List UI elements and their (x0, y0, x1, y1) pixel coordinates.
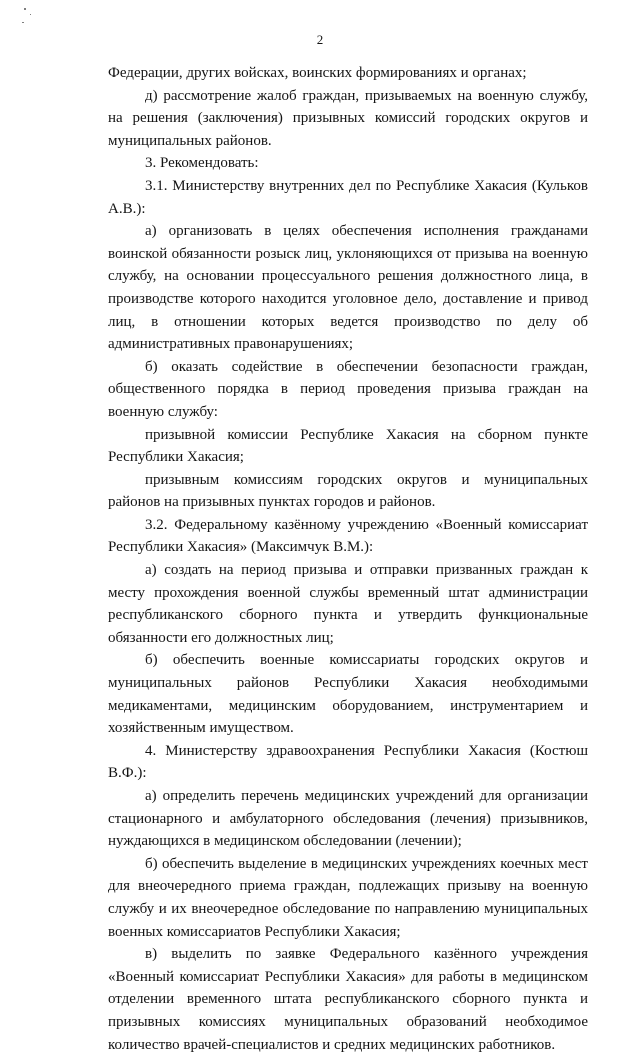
document-body (108, 62, 588, 1056)
paragraph: Федерации, других войсках, воинских формированиях и органах; (108, 65, 527, 81)
paragraph: д) рассмотрение жалоб граждан, призываемых на военную службу, на решения (заключения) призывных комиссий городских округов и муниципальных районов. (108, 87, 588, 149)
paragraph: а) создать на период призыва и отправки призванных граждан к месту прохождения военной службы временный штат администрации республиканского сборного пункта и утвердить функциональные обязанности его должностных лиц; (108, 562, 588, 646)
paragraph: а) организовать в целях обеспечения исполнения гражданами воинской обязанности розыск лиц, уклоняющихся от призыва на военную службу, на основании процессуального решения должностного лица, в производстве которого находится уголовное дело, доставление и привод лиц, в отношении которых ведется производство по делу об административных правонарушениях; (108, 223, 588, 353)
paragraph: 3.1. Министерству внутренних дел по Республике Хакасия (Кульков А.В.): (108, 177, 588, 217)
scan-speck (30, 14, 31, 15)
paragraph: б) обеспечить военные комиссариаты городских округов и муниципальных районов Республики Хакасия необходимыми медикаментами, медицинским оборудованием, инструментарием и хозяйственным имуществом. (108, 652, 588, 737)
scan-speck (22, 22, 24, 23)
scan-speck (24, 8, 26, 10)
paragraph: 3.2. Федеральному казённому учреждению «Военный комиссариат Республики Хакасия» (Максимчук В.М.): (108, 516, 588, 556)
paragraph: в) выделить по заявке Федерального казённого учреждения «Военный комиссариат Республики Хакасия» для работы в медицинском отделении временного штата республиканского сборного пункта и призывных комиссиях муниципальных образований необходимое количество врачей-специалистов и средних медицинских работников. (108, 946, 588, 1053)
paragraph: 3. Рекомендовать: (145, 155, 259, 172)
paragraph: призывной комиссии Республике Хакасия на сборном пункте Республики Хакасия; (108, 426, 588, 466)
paragraph: б) оказать содействие в обеспечении безопасности граждан, общественного порядка в период проведения призыва граждан на военную службу: (108, 358, 588, 420)
paragraph: б) обеспечить выделение в медицинских учреждениях коечных мест для внеочередного приема граждан, подлежащих призыву на военную службу и их внеочередное обследование по направлению муниципальных военных комиссариатов Республики Хакасия; (108, 855, 588, 940)
paragraph: 4. Министерству здравоохранения Республики Хакасия (Костюш В.Ф.): (108, 742, 588, 782)
page-number: 2 (316, 32, 324, 47)
paragraph: а) определить перечень медицинских учреждений для организации стационарного и амбулаторного обследования (лечения) призывников, нуждающихся в медицинском обследовании (лечении); (108, 788, 588, 850)
paragraph: призывным комиссиям городских округов и муниципальных районов на призывных пунктах городов и районов. (108, 471, 588, 511)
